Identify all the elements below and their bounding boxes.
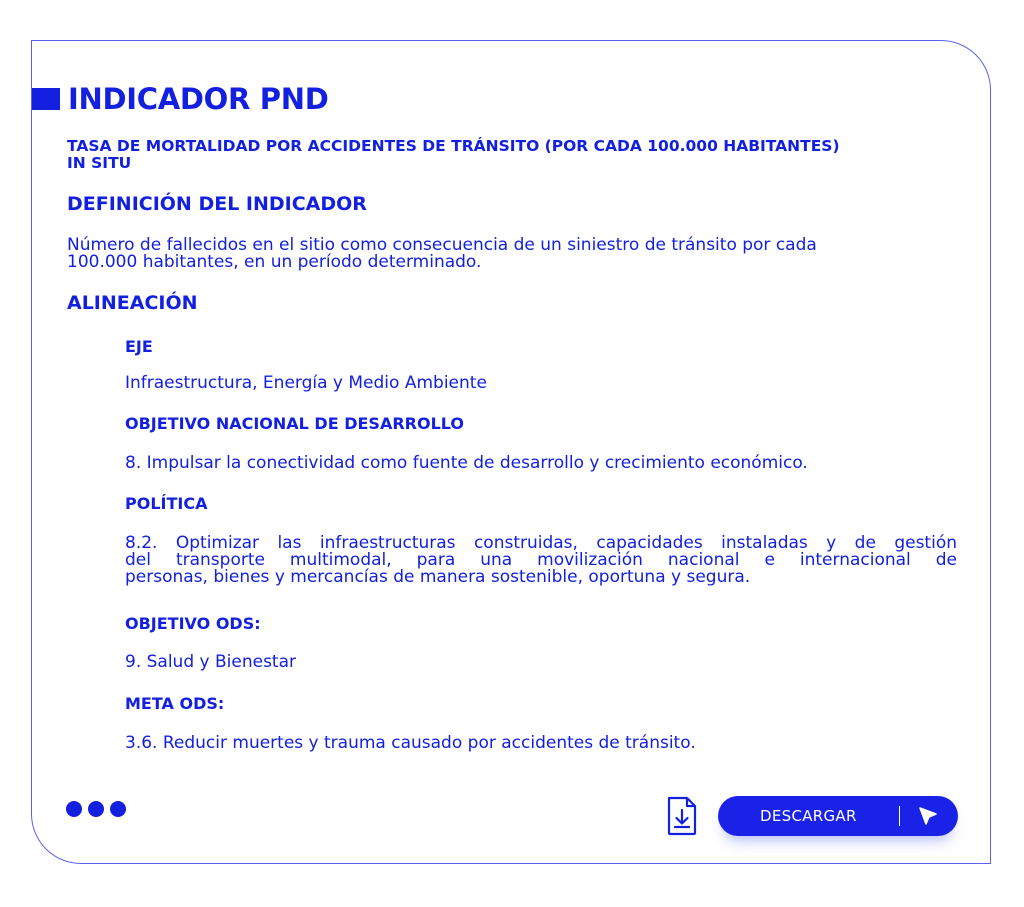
objetivo-label: OBJETIVO NACIONAL DE DESARROLLO <box>125 414 464 433</box>
indicator-name-line2: IN SITU <box>67 154 132 172</box>
title-marker <box>32 88 60 110</box>
meta-value: 3.6. Reducir muertes y trauma causado por accidentes de tránsito. <box>125 733 696 753</box>
politica-line1: 8.2. Optimizar las infraestructuras construidas, capacidades instaladas y de gestión <box>125 533 957 553</box>
objetivo-value: 8. Impulsar la conectividad como fuente de desarrollo y crecimiento económico. <box>125 453 808 473</box>
politica-label: POLÍTICA <box>125 494 208 513</box>
download-button-label: DESCARGAR <box>760 807 857 825</box>
definition-line1: Número de fallecidos en el sitio como consecuencia de un siniestro de tránsito por cada <box>67 235 817 255</box>
more-dots-icon[interactable] <box>66 801 126 817</box>
politica-line3: personas, bienes y mercancías de manera sostenible, oportuna y segura. <box>125 567 751 587</box>
dot <box>88 801 104 817</box>
definition-text <box>67 237 957 271</box>
eje-value: Infraestructura, Energía y Medio Ambiente <box>125 373 487 393</box>
eje-label: EJE <box>125 337 153 356</box>
dot <box>110 801 126 817</box>
politica-value <box>125 535 957 586</box>
title-row <box>32 82 329 116</box>
indicator-name <box>67 138 947 172</box>
alignment-heading: ALINEACIÓN <box>67 292 198 314</box>
button-divider <box>899 806 900 826</box>
meta-label: META ODS: <box>125 694 225 713</box>
cursor-arrow-icon <box>918 806 938 826</box>
definition-line2: 100.000 habitantes, en un período determinado. <box>67 252 482 272</box>
download-button[interactable] <box>718 796 958 836</box>
indicator-name-line1: TASA DE MORTALIDAD POR ACCIDENTES DE TRÁNSITO (POR CADA 100.000 HABITANTES) <box>67 137 840 155</box>
definition-heading: DEFINICIÓN DEL INDICADOR <box>67 193 367 215</box>
dot <box>66 801 82 817</box>
ods-value: 9. Salud y Bienestar <box>125 652 296 672</box>
politica-line2: del transporte multimodal, para una movilización nacional e internacional de <box>125 550 957 570</box>
ods-label: OBJETIVO ODS: <box>125 614 261 633</box>
download-file-icon[interactable] <box>666 796 698 836</box>
page-title: INDICADOR PND <box>68 82 329 116</box>
